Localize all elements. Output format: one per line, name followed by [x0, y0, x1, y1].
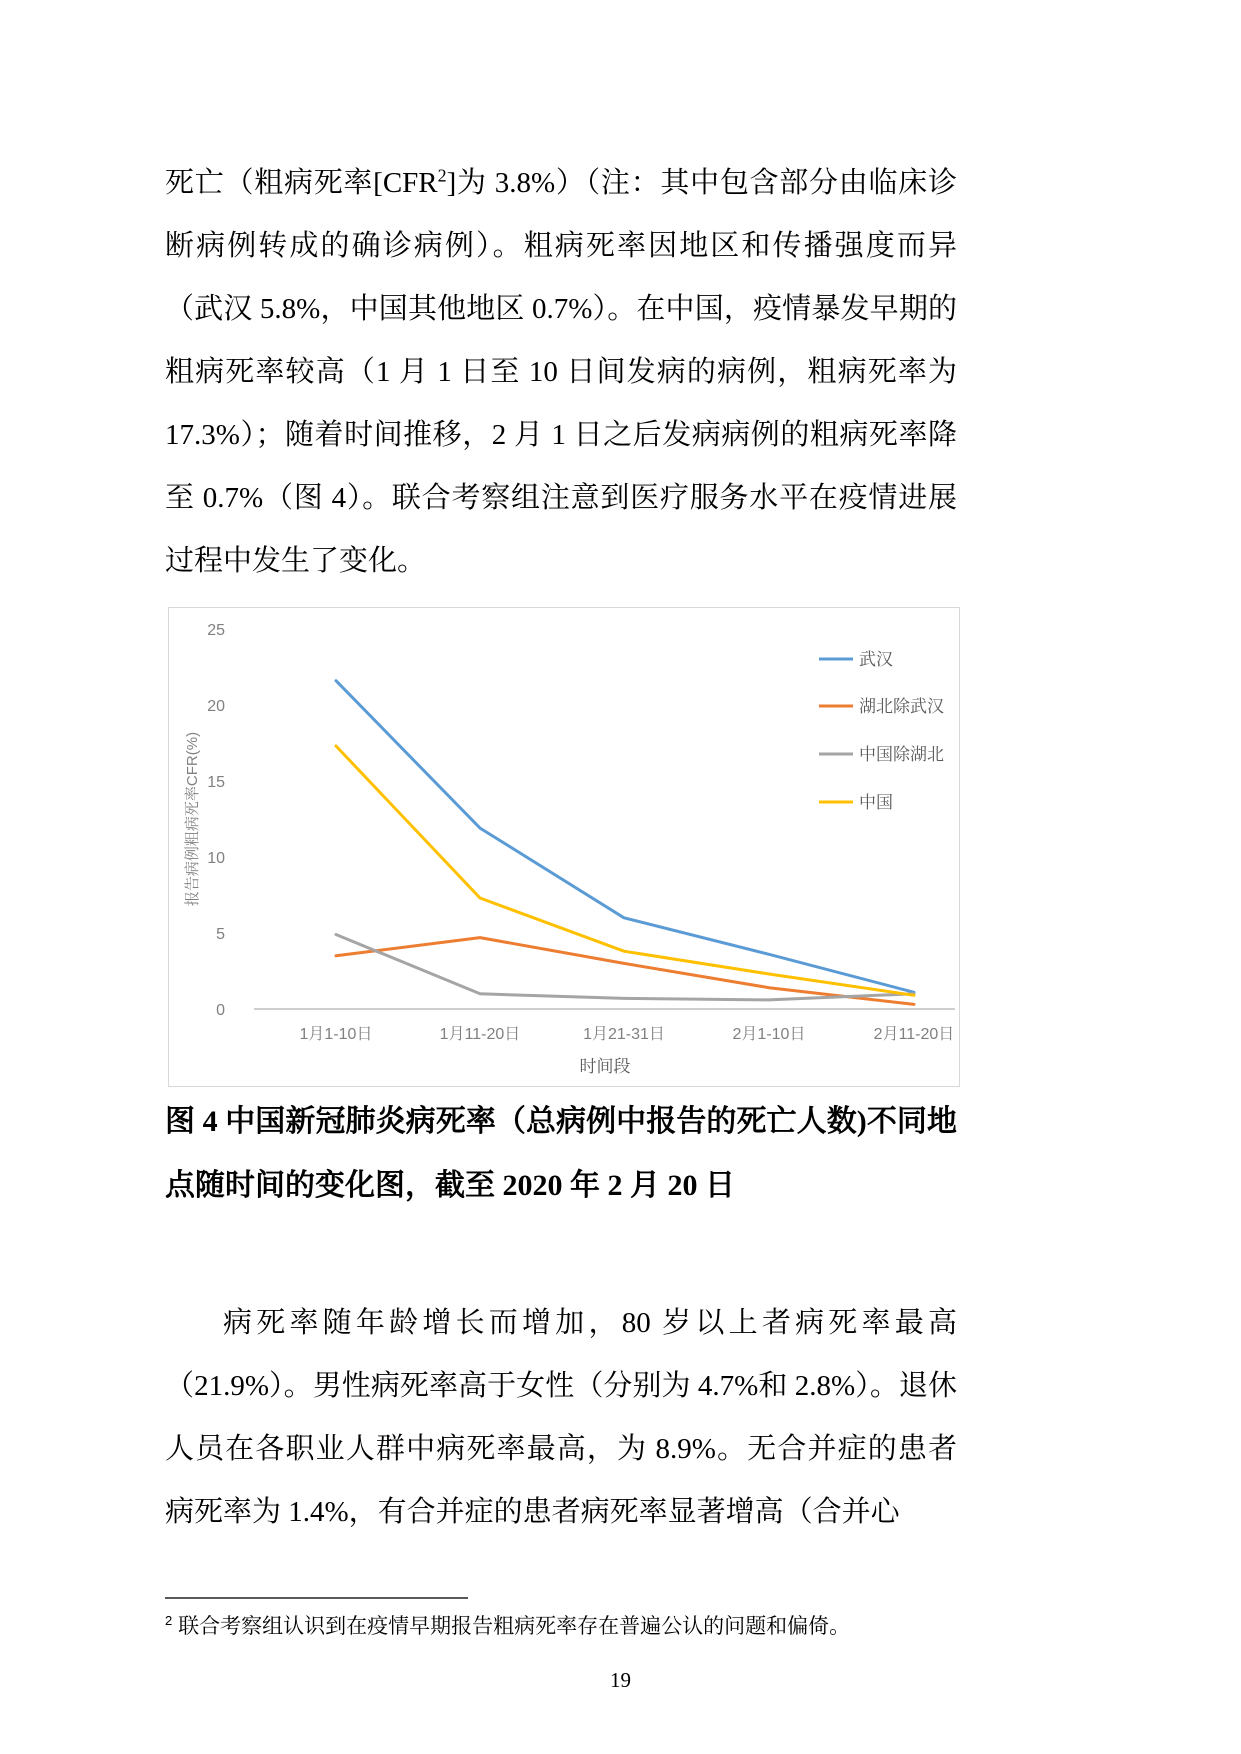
paragraph-age-sex-cfr: 病死率随年龄增长而增加，80 岁以上者病死率最高（21.9%）。男性病死率高于女性（分别为 4.7%和 2.8%）。退休人员在各职业人群中病死率最高，为 8.9%。无合并症的患者病死率为 1.4%，有合并症的患者病死率显著增高（合并心 [165, 1307, 957, 1528]
paragraph-text: ]为 3.8%）（注：其中包含部分由临床诊断病例转成的确诊病例）。粗病死率因地区和传播强度而异（武汉 5.8%，中国其他地区 0.7%）。在中国，疫情暴发早期的粗病死率较高（1 月 1 日至 10 日间发病的病例，粗病死率为 17.3%）；随着时间推移，2 月 1 日之后发病病例的粗病死率降至 0.7%（图 4）。联合考察组注意到医疗服务水平在疫情进展过程中发生了变化。 [165, 167, 957, 577]
page-number: 19 [610, 1668, 631, 1692]
y-tick-label: 25 [207, 622, 225, 639]
footnote-number: 2 [165, 1613, 173, 1628]
footnote-separator [165, 1597, 468, 1599]
x-tick-label: 1月21-31日 [583, 1026, 665, 1043]
figure-4-line-chart [169, 608, 957, 1084]
legend-label-0: 武汉 [859, 650, 893, 669]
x-tick-label: 2月1-10日 [732, 1026, 806, 1043]
figure-4 [168, 607, 960, 1087]
x-tick-label: 2月11-20日 [873, 1026, 955, 1043]
footnote-2 [165, 1612, 957, 1642]
y-tick-label: 10 [207, 850, 225, 867]
paragraph-text: 死亡（粗病死率[CFR [165, 167, 438, 199]
y-axis-title: 报告病例粗病死率CFR(%) [184, 731, 201, 907]
legend-label-1: 湖北除武汉 [859, 697, 944, 716]
x-axis-title: 时间段 [579, 1057, 631, 1076]
paragraph-cfr-overview [165, 152, 957, 593]
x-tick-label: 1月1-10日 [299, 1026, 373, 1043]
legend-label-2: 中国除湖北 [859, 745, 944, 764]
y-tick-label: 15 [207, 774, 225, 791]
y-tick-label: 20 [207, 698, 225, 715]
footnote-reference: 2 [437, 165, 447, 186]
footnote-text: 联合考察组认识到在疫情早期报告粗病死率存在普遍公认的问题和偏倚。 [178, 1615, 851, 1638]
y-tick-label: 0 [216, 1002, 225, 1019]
y-tick-label: 5 [216, 926, 225, 943]
series-line-3 [336, 746, 914, 995]
x-tick-label: 1月11-20日 [439, 1026, 521, 1043]
figure-4-caption: 图 4 中国新冠肺炎病死率（总病例中报告的死亡人数)不同地点随时间的变化图，截至 2020 年 2 月 20 日 [165, 1105, 957, 1202]
legend-label-3: 中国 [859, 793, 893, 812]
